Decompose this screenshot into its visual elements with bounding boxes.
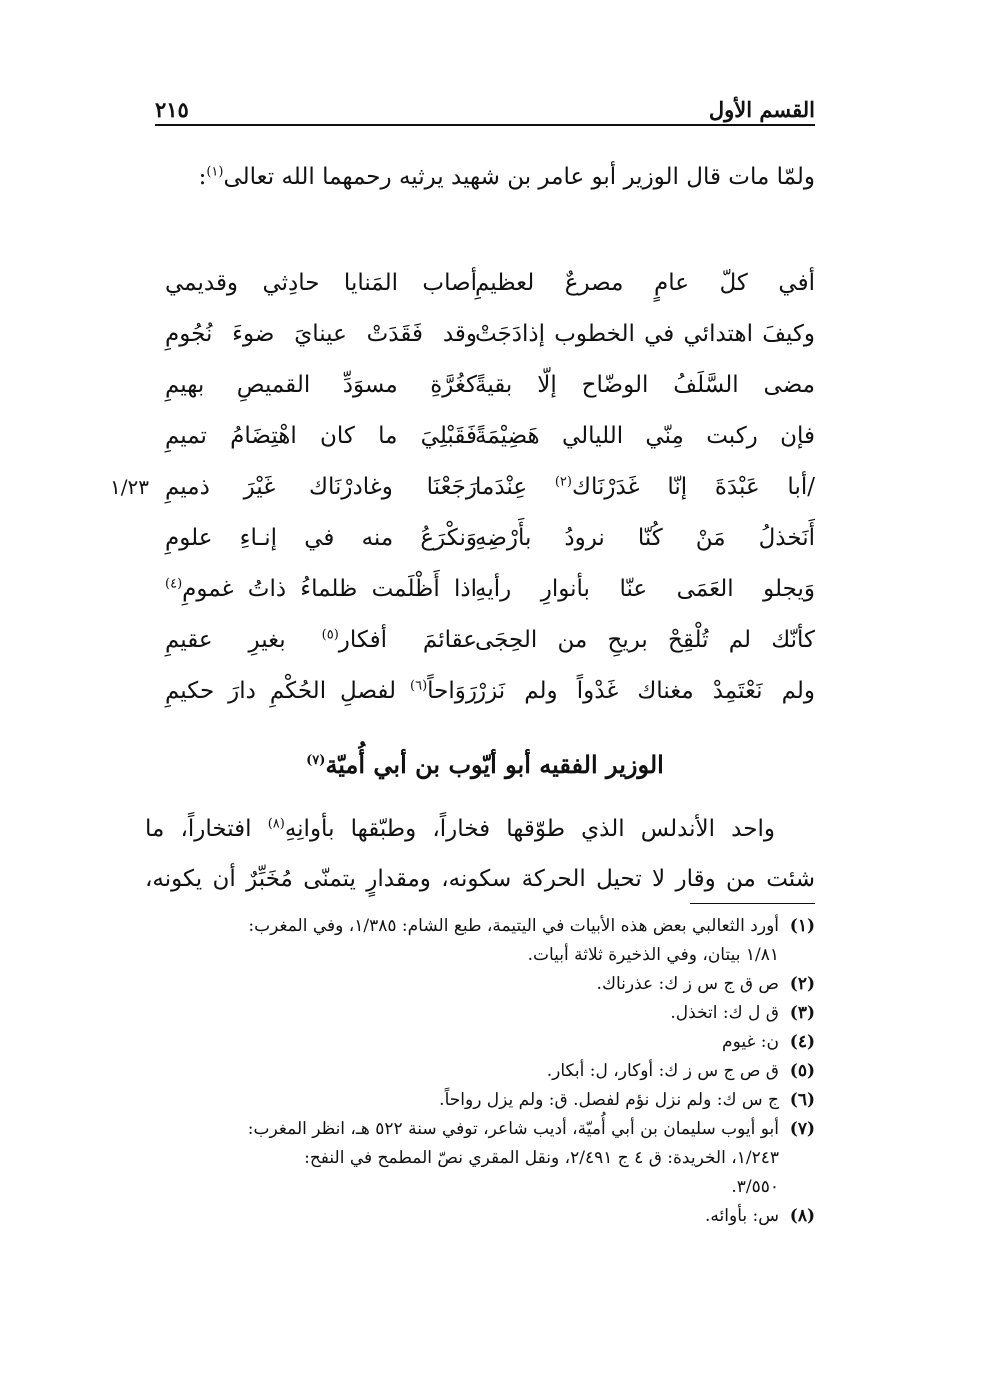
footnote-ref: (٨) [267, 816, 285, 832]
footnote [145, 1202, 815, 1231]
page-number: ٢١٥ [155, 97, 189, 122]
hemistich-text-end: لفصلِ الحُكْمِ دارَ حكيمِ [165, 678, 411, 704]
body-text-end: افتخاراً، ما [145, 816, 268, 842]
footnote-number: (٦) [789, 1090, 815, 1110]
section-title-text: الوزير الفقيه أبو أيّوب بن أبي أُميّة [325, 750, 664, 779]
footnote-ref: (١) [206, 164, 224, 180]
footnote-text: أورد الثعالبي بعض هذه الأبيات في اليتيمة، طبع الشام: ١/٣٨٥، وفي المغرب: [248, 916, 779, 936]
footnote-number: (٨) [789, 1206, 815, 1226]
hemistich-text-end: بغيرِ عقيمِ [165, 627, 322, 653]
body-line: شئت من وقار لا تحيل الحركة سكونه، ومقدارٍ يتمنّى مُخَبِّرٌ أن يكونه، [145, 866, 815, 892]
footnote [145, 1028, 815, 1057]
footnote-number: (٤) [789, 1032, 815, 1052]
footnote-ref: (٦) [410, 678, 428, 694]
verse-first-hemistich: أَنَخذلُ مَنْ كُنّا نرودُ بأَرْضِهِ [475, 525, 815, 551]
footnote-number: (٣) [789, 1003, 815, 1023]
section-title [155, 750, 815, 779]
footnote [145, 999, 815, 1028]
footnote-continuation: ٣/٥٥٠. [731, 1177, 779, 1197]
footnote-text: ص ق ج س ز ك: عذرناك. [596, 974, 779, 994]
verse-second-hemistich: وَنكْرَعُ منه في إنـاءِ علومِ [165, 525, 477, 551]
verse-second-hemistich: وقد فَقَدَتْ عينايَ ضوءَ نُجُومِ [165, 321, 477, 347]
footnote-text: ن: غيوم [722, 1032, 779, 1052]
verse [110, 513, 815, 564]
footnote [145, 1057, 815, 1086]
verse-second-hemistich: أصاب المَنايا حادِثي وقديمي [165, 270, 477, 296]
hemistich-text: اذا أَظْلَمت ظلماءُ ذاتُ غمومِ [182, 576, 477, 602]
footnote-number: (٧) [789, 1119, 815, 1139]
verse-first-hemistich: وكيفَ اهتدائي في الخطوب إذادَجَتْ [475, 321, 815, 347]
footnote-ref: (٢) [554, 474, 572, 490]
verse-first-hemistich: فإن ركبت مِنّي الليالي هَضِيْمَةً [475, 423, 815, 449]
footnote-number: (٢) [789, 974, 815, 994]
body-line [145, 804, 815, 854]
running-header [155, 88, 815, 122]
verse-second-hemistich: رَجَعْنَا وغادرْنَاك غَيْرَ ذميمِ [165, 474, 477, 500]
manuscript-folio-ref: ١/٢٣ [110, 475, 149, 499]
verse [110, 615, 815, 666]
verse [110, 258, 815, 309]
footnote-number: (١) [789, 916, 815, 936]
footnote [145, 1086, 815, 1115]
footnote [145, 912, 815, 941]
footnote-rule [690, 903, 815, 904]
verse-second-hemistich [165, 564, 477, 615]
verse-first-hemistich: وَيجلو العَمَى عنّا بأنوارِ رأيهِ [475, 576, 815, 602]
footnote-number: (٥) [789, 1061, 815, 1081]
verse-second-hemistich: فَقَبْلِيَ ما كان اهْتِضَامُ تميمِ [165, 423, 477, 449]
verse-first-hemistich: أفي كلّ عامٍ مصرعٌ لعظيمِ [475, 270, 815, 296]
body-paragraph [145, 804, 815, 904]
verse [110, 564, 815, 615]
poem [110, 258, 815, 717]
verse [110, 462, 815, 513]
footnote-continuation: ١/٢٤٣، الخريدة: ق ٤ ج ٢/٤٩١، ونقل المقري نصّ المطمح في النفح: [304, 1148, 779, 1168]
hemistich-text: /أبا عَبْدَةَ إنّا غَدَرْنَاك [571, 474, 815, 500]
footnote-ref: (٥) [321, 627, 339, 643]
footnote-text: أبو أيوب سليمان بن أبي أُميّة، أديب شاعر، توفي سنة ٥٢٢ هـ، انظر المغرب: [247, 1119, 779, 1139]
footnote-ref: (٤) [165, 576, 183, 592]
hemistich-text-end: عِنْدَما [475, 474, 555, 500]
intro-end: : [198, 164, 207, 190]
footnote-ref: (٧) [306, 753, 326, 768]
footnote-text: ج س ك: ولم نزل نؤم لفصل. ق: ولم يزل رواحاً. [439, 1090, 779, 1110]
verse-second-hemistich [165, 666, 477, 717]
intro-text: ولمّا مات قال الوزير أبو عامر بن شهيد يرثيه رحمهما الله تعالى [223, 164, 815, 190]
verse [110, 666, 815, 717]
section-heading: القسم الأول [708, 97, 815, 122]
body-text: واحد الأندلس الذي طوّقها فخاراً، وطبّقها بأوانِهِ [284, 816, 775, 842]
verse-second-hemistich: كغُرَّةِ مسوَدِّ القميصِ بهيمِ [165, 372, 477, 398]
hemistich-text: عقائمَ أفكار [338, 627, 478, 653]
footnote [145, 1115, 815, 1144]
footnote-text: ق ص ج س ز ك: أوكار، ل: أبكار. [546, 1061, 779, 1081]
footnote-continuation: ١/٨١ بيتان، وفي الذخيرة ثلاثة أبيات. [527, 945, 779, 965]
verse-first-hemistich [475, 462, 815, 513]
verse-first-hemistich: كأنّك لم تُلْقِحْ بريحِ من الحِجَى [475, 627, 815, 653]
verse-second-hemistich [165, 615, 477, 666]
footnote-text: س: بأوائه. [705, 1206, 779, 1226]
hemistich-text: رَوَاحاً [427, 678, 477, 704]
header-rule [155, 124, 815, 126]
verse [110, 411, 815, 462]
intro-paragraph [145, 150, 815, 204]
verse-first-hemistich: ولم نَعْتَمِدْ مغناك غَدْواً ولم نَزرْ [475, 678, 815, 704]
verse [110, 309, 815, 360]
verse-first-hemistich: مضى السَّلَفُ الوضّاح إلّا بقيةً [475, 372, 815, 398]
footnote [145, 970, 815, 999]
footnote-text: ق ل ك: اتخذل. [670, 1003, 779, 1023]
verse [110, 360, 815, 411]
footnotes [145, 912, 815, 1231]
